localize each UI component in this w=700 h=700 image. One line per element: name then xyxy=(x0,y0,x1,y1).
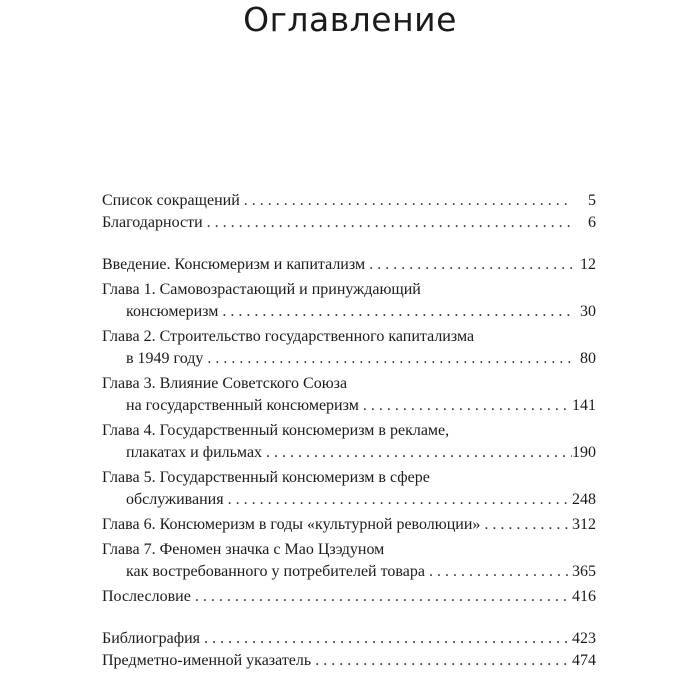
toc-entry-title: Благодарности xyxy=(102,214,203,231)
toc-entry-bibliography[interactable] xyxy=(102,628,596,650)
toc-entry-page: 248 xyxy=(572,491,596,508)
group-spacer xyxy=(102,608,596,628)
toc-entry-page: 5 xyxy=(588,192,596,209)
toc-entry-page: 6 xyxy=(588,214,596,231)
toc-entry-page: 416 xyxy=(572,588,596,605)
toc-entry-title: Глава 2. Строительство государственного капитализма xyxy=(102,328,475,345)
toc-entry-acknowledgements[interactable] xyxy=(102,212,596,234)
page-title: Оглавление xyxy=(243,0,457,39)
toc-entry-title: Глава 4. Государственный консюмеризм в рекламе, xyxy=(102,422,450,439)
toc-entry-chapter-7[interactable] xyxy=(102,539,596,583)
toc-entry-page: 423 xyxy=(572,630,596,647)
toc-entry-chapter-4[interactable] xyxy=(102,420,596,464)
toc-entry-page: 312 xyxy=(572,516,596,533)
toc-entry-chapter-5[interactable] xyxy=(102,467,596,511)
toc-leader-dots xyxy=(218,301,572,323)
toc-leader-dots xyxy=(224,489,572,511)
toc-entry-title: Предметно-именной указатель xyxy=(102,652,312,669)
toc-entry-introduction[interactable] xyxy=(102,254,596,276)
table-of-contents xyxy=(102,190,596,672)
toc-entry-title: Глава 7. Феномен значка с Мао Цзэдуном xyxy=(102,541,385,558)
toc-entry-title-continued: в 1949 году xyxy=(126,350,204,367)
toc-entry-index[interactable] xyxy=(102,650,596,672)
toc-entry-title-continued: плакатах и фильмах xyxy=(126,444,263,461)
toc-entry-page: 474 xyxy=(572,652,596,669)
toc-entry-abbreviations[interactable] xyxy=(102,190,596,212)
toc-entry-page: 190 xyxy=(572,444,596,461)
toc-leader-dots xyxy=(480,514,572,536)
toc-leader-dots xyxy=(240,190,572,212)
toc-entry-title: Глава 6. Консюмеризм в годы «культурной революции» xyxy=(102,516,481,533)
toc-leader-dots xyxy=(203,348,572,370)
toc-entry-chapter-2[interactable] xyxy=(102,326,596,370)
toc-entry-page: 80 xyxy=(580,350,596,367)
toc-entry-title-continued: на государственный консюмеризм xyxy=(126,397,359,414)
toc-entry-title: Введение. Консюмеризм и капитализм xyxy=(102,256,366,273)
toc-entry-title-continued: как востребованного у потребителей товара xyxy=(126,563,425,580)
toc-entry-title: Послесловие xyxy=(102,588,191,605)
toc-entry-page: 30 xyxy=(580,303,596,320)
toc-leader-dots xyxy=(425,561,572,583)
toc-entry-title: Список сокращений xyxy=(102,192,240,209)
toc-entry-title-continued: консюмеризм xyxy=(126,303,219,320)
toc-entry-page: 12 xyxy=(580,256,596,273)
group-spacer xyxy=(102,234,596,254)
toc-entry-title: Библиография xyxy=(102,630,200,647)
toc-entry-title: Глава 3. Влияние Советского Союза xyxy=(102,375,348,392)
toc-entry-page: 141 xyxy=(572,397,596,414)
toc-leader-dots xyxy=(191,586,572,608)
toc-leader-dots xyxy=(365,254,572,276)
toc-entry-title: Глава 5. Государственный консюмеризм в сфере xyxy=(102,469,430,486)
toc-entry-afterword[interactable] xyxy=(102,586,596,608)
toc-entry-title: Глава 1. Самовозрастающий и принуждающий xyxy=(102,281,421,298)
toc-leader-dots xyxy=(311,650,572,672)
toc-leader-dots xyxy=(200,628,572,650)
toc-entry-title-continued: обслуживания xyxy=(126,491,224,508)
toc-leader-dots xyxy=(262,442,572,464)
toc-entry-chapter-1[interactable] xyxy=(102,279,596,323)
toc-entry-chapter-6[interactable] xyxy=(102,514,596,536)
toc-leader-dots xyxy=(203,212,572,234)
toc-entry-page: 365 xyxy=(572,563,596,580)
toc-leader-dots xyxy=(359,395,572,417)
toc-entry-chapter-3[interactable] xyxy=(102,373,596,417)
